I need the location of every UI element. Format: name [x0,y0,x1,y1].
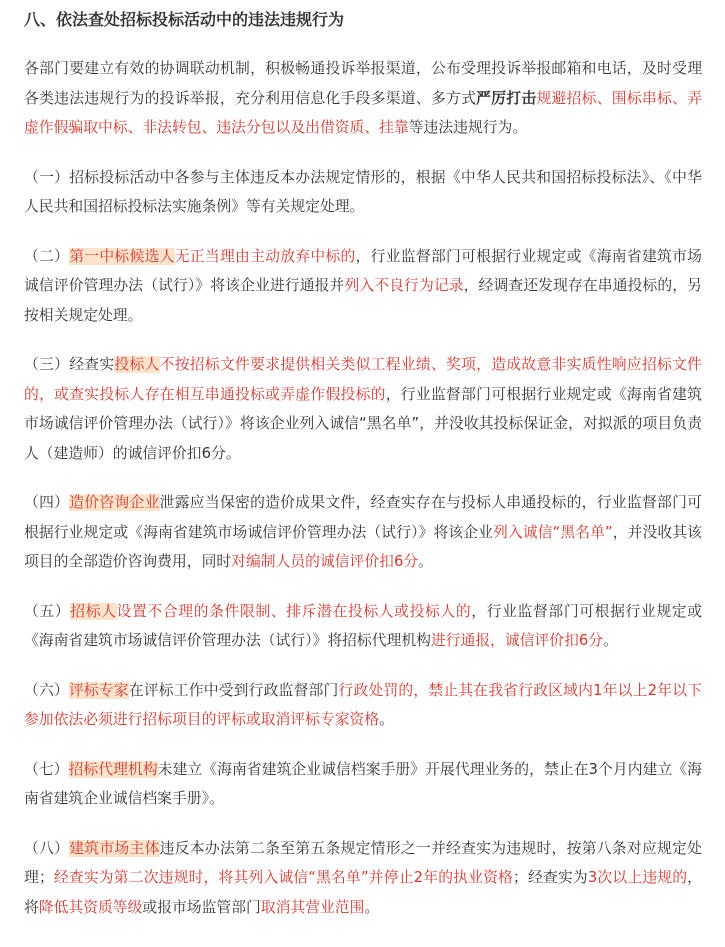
text-segment: 未建立《海南省建筑企业诚信档案手册》开展代理业务的，禁止在3个月内建立《海南省建筑企业诚信档案手册》。 [24,760,702,807]
text-segment: （四） [24,494,70,511]
text-segment-red: 不按招标文件要求提供相关类似工程业绩、奖项，造成故意非实质性响应招标文件的，或查实投标人存在相互串通投标或弄虚作假投标的 [24,356,702,403]
item-paragraph-1 [24,163,702,222]
text-segment-red: 设置不合理的条件限制、排斥潜在投标人或投标人的 [116,602,472,620]
text-segment: ，行业监督部门可根据行业规定或《海南省建筑市场诚信评价管理办法（试行）》将该企业进行通报并 [24,247,702,294]
highlighted-subject: 第一中标候选人 [69,247,175,265]
article [24,0,702,922]
text-segment-red: 规避招标、围标串标、弄虚作假骗取中标、非法转包、违法分包以及出借资质、挂靠 [24,89,702,136]
text-segment: （一）招标投标活动中各参与主体违反本办法规定情形的，根据《中华人民共和国招标投标法》、《中华人民共和国招标投标法实施条例》等有关规定处理。 [24,168,702,215]
text-segment: （五） [24,602,71,620]
text-segment: ；经查实为 [513,869,588,886]
text-segment: ，并没收其该项目的全部造价咨询费用，同时 [24,523,702,570]
text-segment-red: 列入不良行为记录 [344,277,464,294]
text-segment-red: 经查实为第二次违规时，将其列入诚信“黑名单”并停止2年的执业资格 [53,869,514,886]
text-segment: 。 [603,632,618,649]
item-paragraph-2 [24,242,702,331]
item-paragraph-4 [24,488,702,577]
text-segment-red: 进行通报，诚信评价扣6分 [430,632,604,649]
text-segment: ，将 [24,869,702,916]
text-segment: 。 [418,553,433,570]
highlighted-subject: 招标人 [70,602,117,620]
text-segment: ，行业监督部门可根据行业规定或《海南省建筑市场诚信评价管理办法（试行）》将该企业列入诚信“黑名单”，并没收其投标保证金，对拟派的项目负责人（建造师）的诚信评价扣6分。 [24,385,702,462]
highlighted-subject: 投标人 [114,356,160,373]
text-segment: ，经调查还发现存在串通投标的，另按相关规定处理。 [24,277,702,324]
intro-paragraph [24,54,702,143]
text-segment: 。 [379,711,394,728]
text-segment: 违反本办法第二条至第五条规定情形之一并经查实为违规时，按第八条对应规定处理； [24,839,702,886]
text-segment-red: 列入诚信“黑名单” [493,523,613,541]
text-segment: 在评标工作中受到行政监督部门 [128,681,339,699]
item-paragraph-7 [24,755,702,814]
text-segment: （六） [24,681,69,699]
highlighted-subject: 建筑市场主体 [69,839,160,857]
section-heading: 八、依法查处招标投标活动中的违法违规行为 [24,10,345,29]
text-segment: （七） [24,760,69,778]
text-segment: （三）经查实 [24,356,115,373]
highlighted-subject: 造价咨询企业 [69,494,160,511]
text-segment: （八） [24,839,70,857]
text-segment-red: 行政处罚的，禁止其在我省行政区域内1年以上2年以下参加依法必须进行招标项目的评标或取消评标专家资格 [24,681,702,728]
highlighted-subject: 招标代理机构 [68,760,158,778]
text-segment-red: 取消其营业范围 [260,898,365,916]
item-paragraph-8 [24,834,702,923]
text-segment-red: 降低其资质等级 [38,898,143,916]
text-segment: （二） [24,247,70,265]
text-segment: 各部门要建立有效的协调联动机制，积极畅通投诉举报渠道，公布受理投诉举报邮箱和电话，及时受理各类违法违规行为的投诉举报，充分利用信息化手段多渠道、多方式 [24,60,702,107]
text-segment: 。 [364,898,380,916]
text-segment: 或报市场监管部门 [142,898,261,916]
text-segment: 等违法违规行为。 [408,119,528,136]
item-paragraph-5 [24,597,702,656]
text-segment-red: 对编制人员的诚信评价扣6分 [231,553,419,570]
item-paragraph-3 [24,350,702,468]
text-segment-bold: 严厉打击 [476,89,537,107]
highlighted-subject: 评标专家 [68,681,129,699]
text-segment-red: 3次以上违规的 [587,869,688,886]
item-paragraph-6 [24,676,702,735]
text-segment: ，行业监督部门可根据行业规定或《海南省建筑市场诚信评价管理办法（试行）》将招标代理机构 [24,602,702,649]
text-segment-red: 无正当理由主动放弃中标的 [174,247,356,265]
text-segment: 泄露应当保密的造价成果文件，经查实存在与投标人串通投标的，行业监督部门可根据行业规定或《海南省建筑市场诚信评价管理办法（试行）》将该企业 [24,494,702,541]
